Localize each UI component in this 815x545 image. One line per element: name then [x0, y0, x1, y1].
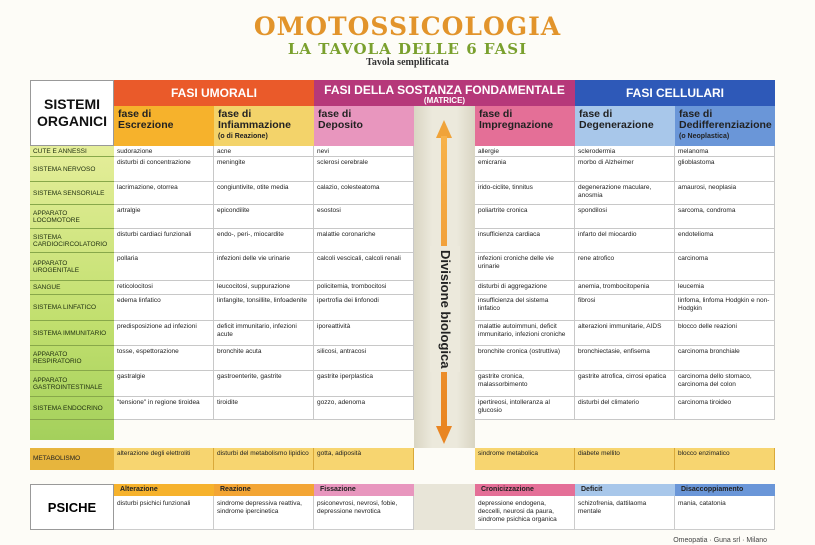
cell-degenerazione: fibrosi — [575, 295, 675, 321]
cell-impregnazione: allergie — [475, 146, 575, 157]
cell-dedifferenziazione: glioblastoma — [675, 157, 775, 182]
cell-infiammazione: deficit immunitario, infezioni acute — [214, 321, 314, 346]
cell-dedifferenziazione: linfoma, linfoma Hodgkin e non-Hodgkin — [675, 295, 775, 321]
cell-degenerazione: bronchiectasie, enfisema — [575, 346, 675, 371]
cell-infiammazione: meningite — [214, 157, 314, 182]
cell-impregnazione: gastrite cronica, malassorbimento — [475, 371, 575, 397]
metabolismo-cell-deposito: gotta, adiposità — [314, 448, 414, 470]
psiche-head-dedifferenziazione: Disaccoppiamento — [675, 484, 775, 496]
metabolismo-cell-degenerazione: diabete mellito — [575, 448, 675, 470]
cell-degenerazione: alterazioni immunitarie, AIDS — [575, 321, 675, 346]
organ-label: SISTEMA NERVOSO — [30, 157, 114, 182]
cell-impregnazione: bronchite cronica (ostruttiva) — [475, 346, 575, 371]
phase-name: Impregnazione — [479, 119, 554, 131]
psiche-cell-degenerazione: schizofrenia, dattilaoma mentale — [575, 496, 675, 530]
fasi-umorali-label: FASI UMORALI — [171, 86, 257, 100]
organ-label: SISTEMA IMMUNITARIO — [30, 321, 114, 346]
cell-deposito: sclerosi cerebrale — [314, 157, 414, 182]
cell-escrezione: disturbi di concentrazione — [114, 157, 214, 182]
psiche-cell-deposito: psiconevrosi, nevrosi, fobie, depressione nevrotica — [314, 496, 414, 530]
cell-impregnazione: insufficienza cardiaca — [475, 229, 575, 253]
cell-escrezione: tosse, espettorazione — [114, 346, 214, 371]
cell-degenerazione: sclerodermia — [575, 146, 675, 157]
cell-dedifferenziazione: carcinoma tiroideo — [675, 397, 775, 420]
fasi-cellulari-header — [575, 80, 775, 106]
organ-label: SISTEMA ENDOCRINO — [30, 397, 114, 420]
divisione-biologica-band — [414, 106, 475, 448]
cell-deposito: ipertrofia dei linfonodi — [314, 295, 414, 321]
organ-label: APPARATO GASTROINTESTINALE — [30, 371, 114, 397]
phase-name: Dedifferenziazione — [679, 119, 772, 131]
phase-sub: (o di Reazione) — [218, 133, 268, 140]
cell-infiammazione: linfangite, tonsillite, linfoadenite — [214, 295, 314, 321]
cell-escrezione: disturbi cardiaci funzionali — [114, 229, 214, 253]
cell-degenerazione: gastrite atrofica, cirrosi epatica — [575, 371, 675, 397]
cell-dedifferenziazione: sarcoma, condroma — [675, 205, 775, 229]
cell-impregnazione: malattie autoimmuni, deficit immunitario, infezioni croniche — [475, 321, 575, 346]
cell-dedifferenziazione: carcinoma dello stomaco, carcinoma del colon — [675, 371, 775, 397]
cell-deposito: silicosi, antracosi — [314, 346, 414, 371]
fasi-cellulari-label: FASI CELLULARI — [626, 86, 724, 100]
cell-deposito: calazio, colesteatoma — [314, 182, 414, 205]
cell-impregnazione: ipertireosi, intolleranza al glucosio — [475, 397, 575, 420]
phase-name: Escrezione — [118, 119, 174, 131]
psiche-head-degenerazione: Deficit — [575, 484, 675, 496]
cell-impregnazione: poliartrite cronica — [475, 205, 575, 229]
phase-sub: (o Neoplastica) — [679, 133, 730, 140]
psiche-cell-escrezione: disturbi psichici funzionali — [114, 496, 214, 530]
psiche-label: PSICHE — [30, 484, 114, 530]
fasi-umorali-header — [114, 80, 314, 106]
cell-infiammazione: infezioni delle vie urinarie — [214, 253, 314, 281]
phase-deposito — [314, 106, 414, 146]
psiche-head-escrezione: Alterazione — [114, 484, 214, 496]
cell-deposito: gastrite iperplastica — [314, 371, 414, 397]
psiche-head-deposito: Fissazione — [314, 484, 414, 496]
organ-label: CUTE E ANNESSI — [30, 146, 114, 157]
cell-degenerazione: spondilosi — [575, 205, 675, 229]
cell-escrezione: edema linfatico — [114, 295, 214, 321]
cell-dedifferenziazione: leucemia — [675, 281, 775, 295]
cell-infiammazione: gastroenterite, gastrite — [214, 371, 314, 397]
cell-infiammazione: bronchite acuta — [214, 346, 314, 371]
cell-deposito: policitemia, trombocitosi — [314, 281, 414, 295]
caption: Tavola semplificata — [366, 57, 449, 68]
phase-prefix: fase di — [579, 108, 613, 120]
organ-label: SISTEMA CARDIOCIRCOLATORIO — [30, 229, 114, 253]
cell-dedifferenziazione: carcinoma bronchiale — [675, 346, 775, 371]
sistemi-organici-header — [30, 80, 114, 146]
matrice-label: (MATRICE) — [423, 96, 466, 105]
cell-deposito: gozzo, adenoma — [314, 397, 414, 420]
cell-escrezione: lacrimazione, otorrea — [114, 182, 214, 205]
organ-label: APPARATO LOCOMOTORE — [30, 205, 114, 229]
metabolismo-cell-impregnazione: sindrome metabolica — [475, 448, 575, 470]
phase-name: Infiammazione — [218, 119, 291, 131]
cell-deposito: calcoli vescicali, calcoli renali — [314, 253, 414, 281]
cell-dedifferenziazione: carcinoma — [675, 253, 775, 281]
bottom-note: Omeopatia · Guna srl · Milano — [673, 537, 767, 544]
cell-impregnazione: irido-ciclite, tinnitus — [475, 182, 575, 205]
phase-dedifferenziazione — [675, 106, 775, 146]
cell-escrezione: reticolocitosi — [114, 281, 214, 295]
cell-infiammazione: leucocitosi, suppurazione — [214, 281, 314, 295]
cell-infiammazione: tiroidite — [214, 397, 314, 420]
cell-dedifferenziazione: amaurosi, neoplasia — [675, 182, 775, 205]
phase-prefix: fase di — [679, 108, 713, 120]
sistemi-line2: ORGANICI — [37, 113, 107, 129]
psiche-cell-dedifferenziazione: mania, catatonia — [675, 496, 775, 530]
sistemi-line1: SISTEMI — [43, 96, 100, 112]
cell-infiammazione: epicondilite — [214, 205, 314, 229]
cell-degenerazione: degenerazione maculare, anosmia — [575, 182, 675, 205]
phase-infiammazione — [214, 106, 314, 146]
cell-escrezione: pollaria — [114, 253, 214, 281]
cell-deposito: nevi — [314, 146, 414, 157]
cell-dedifferenziazione: melanoma — [675, 146, 775, 157]
cell-deposito: malattie coronariche — [314, 229, 414, 253]
cell-deposito: esostosi — [314, 205, 414, 229]
cell-degenerazione: anemia, trombocitopenia — [575, 281, 675, 295]
organ-label: SISTEMA LINFATICO — [30, 295, 114, 321]
cell-degenerazione: morbo di Alzheimer — [575, 157, 675, 182]
cell-escrezione: artralgie — [114, 205, 214, 229]
cell-escrezione: predisposizione ad infezioni — [114, 321, 214, 346]
psiche-head-infiammazione: Reazione — [214, 484, 314, 496]
cell-infiammazione: acne — [214, 146, 314, 157]
metabolismo-cell-dedifferenziazione: blocco enzimatico — [675, 448, 775, 470]
metabolismo-label: METABOLISMO — [30, 448, 114, 470]
cell-dedifferenziazione: blocco delle reazioni — [675, 321, 775, 346]
fasi-sostanza-header — [314, 80, 575, 106]
metabolismo-cell-infiammazione: disturbi del metabolismo lipidico — [214, 448, 314, 470]
organ-label: APPARATO UROGENITALE — [30, 253, 114, 281]
psiche-gap — [414, 484, 475, 530]
phase-degenerazione — [575, 106, 675, 146]
arrow-down-icon — [436, 426, 452, 444]
phase-name: Deposito — [318, 119, 363, 131]
main-title: OMOTOSSICOLOGIA — [253, 12, 562, 41]
cell-degenerazione: disturbi del climaterio — [575, 397, 675, 420]
divisione-biologica-label: Divisione biologica — [430, 246, 460, 372]
phase-impregnazione — [475, 106, 575, 146]
cell-escrezione: sudorazione — [114, 146, 214, 157]
organ-label: APPARATO RESPIRATORIO — [30, 346, 114, 371]
psiche-cell-impregnazione: depressione endogena, deccelli, neurosi da paura, sindrome psichica organica — [475, 496, 575, 530]
psiche-head-impregnazione: Cronicizzazione — [475, 484, 575, 496]
phase-prefix: fase di — [218, 108, 252, 120]
phase-prefix: fase di — [118, 108, 152, 120]
organ-label: SISTEMA SENSORIALE — [30, 182, 114, 205]
phase-prefix: fase di — [318, 108, 352, 120]
phase-name: Degenerazione — [579, 119, 654, 131]
cell-degenerazione: infarto del miocardio — [575, 229, 675, 253]
phase-prefix: fase di — [479, 108, 513, 120]
metabolismo-cell-escrezione: alterazione degli elettroliti — [114, 448, 214, 470]
cell-escrezione: gastralgie — [114, 371, 214, 397]
cell-impregnazione: infezioni croniche delle vie urinarie — [475, 253, 575, 281]
cell-infiammazione: congiuntivite, otite media — [214, 182, 314, 205]
phase-escrezione — [114, 106, 214, 146]
cell-infiammazione: endo-, peri-, miocardite — [214, 229, 314, 253]
cell-escrezione: "tensione" in regione tiroidea — [114, 397, 214, 420]
psiche-cell-infiammazione: sindrome depressiva reattiva, sindrome ipercinetica — [214, 496, 314, 530]
organ-label: SANGUE — [30, 281, 114, 295]
fasi-sostanza-label: FASI DELLA SOSTANZA FONDAMENTALE — [324, 83, 565, 97]
cell-impregnazione: emicrania — [475, 157, 575, 182]
subtitle: LA TAVOLA DELLE 6 FASI — [287, 40, 528, 58]
cell-dedifferenziazione: endotelioma — [675, 229, 775, 253]
cell-deposito: iporeattività — [314, 321, 414, 346]
cell-impregnazione: insufficienza del sistema linfatico — [475, 295, 575, 321]
cell-impregnazione: disturbi di aggregazione — [475, 281, 575, 295]
cell-degenerazione: rene atrofico — [575, 253, 675, 281]
